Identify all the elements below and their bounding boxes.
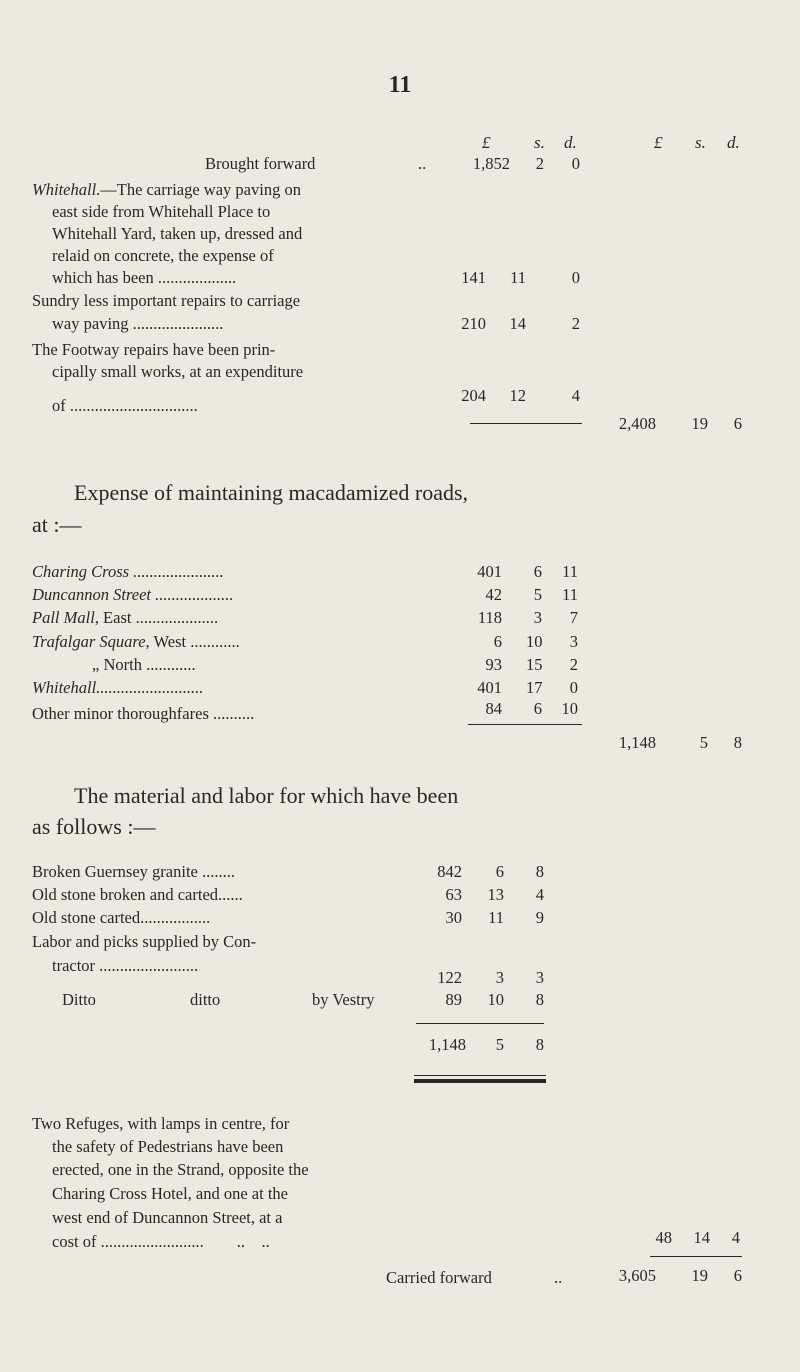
material-total-shillings: 5	[495, 1035, 504, 1054]
refuges-line-5: west end of Duncannon Street, at a	[52, 1208, 283, 1227]
subtotal-rule-1	[470, 423, 582, 424]
refuges-pence: 4	[731, 1228, 740, 1247]
brought-forward-pence: 0	[571, 154, 580, 173]
whitehall-paving-line-2: east side from Whitehall Place to	[52, 202, 271, 221]
whitehall-paving-pounds: 141	[461, 268, 486, 287]
whitehall-paving-line-4: relaid on concrete, the expense of	[52, 246, 274, 265]
macadam-row-label	[32, 608, 442, 628]
brought-forward-pounds: 1,852	[472, 154, 510, 173]
macadam-row-pence: 0	[569, 678, 578, 697]
material-row-pounds: 30	[445, 908, 462, 927]
street-suffix: , East ....................	[94, 608, 219, 627]
header-pence-inner: d.	[564, 133, 577, 152]
whitehall-paving-line-5: which has been ...................	[52, 268, 237, 287]
material-row-label: Old stone carted.................	[32, 908, 211, 927]
material-double-rule-top	[414, 1075, 546, 1076]
macadam-row-shillings: 15	[526, 655, 543, 674]
material-row-pence: 8	[535, 862, 544, 881]
footway-shillings: 12	[509, 386, 526, 405]
whitehall-paving-shillings: 11	[510, 268, 526, 287]
material-row-pence: 9	[535, 908, 544, 927]
footway-line-1: The Footway repairs have been prin-	[32, 340, 276, 359]
sundry-repairs-pence: 2	[571, 314, 580, 333]
macadam-row-label: Other minor thoroughfares ..........	[32, 704, 255, 723]
footway-pounds: 204	[461, 386, 486, 405]
carried-forward-label: Carried forward	[386, 1268, 492, 1287]
material-total-pounds: 1,148	[428, 1035, 466, 1054]
footway-line-2: cipally small works, at an expenditure	[52, 362, 304, 381]
street-suffix: , West ............	[145, 632, 240, 651]
macadam-row-pounds: 401	[477, 678, 502, 697]
macadam-row-label: „ North ............	[92, 655, 196, 674]
header-shillings-inner: s.	[534, 133, 545, 152]
header-pounds-outer: £	[654, 133, 663, 152]
material-row-label: Old stone broken and carted......	[32, 885, 243, 904]
macadam-row-shillings: 17	[526, 678, 543, 697]
macadam-total-shillings: 5	[699, 733, 708, 752]
sundry-repairs-pounds: 210	[461, 314, 486, 333]
refuges-shillings: 14	[693, 1228, 710, 1247]
page-number: 11	[388, 72, 412, 98]
macadam-row-pence: 11	[562, 562, 578, 581]
macadam-row-shillings: 5	[533, 585, 542, 604]
header-pounds-inner: £	[482, 133, 491, 152]
material-rule	[416, 1023, 544, 1024]
labor-line-2: tractor ........................	[52, 956, 199, 975]
brought-forward-dots: ..	[418, 154, 427, 173]
labor-pounds: 122	[437, 968, 462, 987]
macadam-row-label: Whitehall..........................	[32, 678, 204, 697]
ditto-word-2: ditto	[190, 990, 221, 1009]
whitehall-paving-line-1-lead: Whitehall	[32, 180, 97, 199]
subtotal-1-shillings: 19	[691, 414, 708, 433]
material-row-label: Broken Guernsey granite ........	[32, 862, 235, 881]
material-row-shillings: 6	[495, 862, 504, 881]
refuges-pounds: 48	[655, 1228, 672, 1247]
material-row-pence: 4	[535, 885, 544, 904]
macadam-row-pounds: 93	[485, 655, 502, 674]
header-pence-outer: d.	[727, 133, 740, 152]
sundry-repairs-shillings: 14	[509, 314, 526, 333]
macadam-row-pounds: 84	[485, 699, 502, 718]
material-double-rule-bottom	[414, 1079, 546, 1083]
carried-forward-pounds: 3,605	[618, 1266, 656, 1285]
sundry-repairs-line-2: way paving ......................	[52, 314, 224, 333]
labor-pence: 3	[535, 968, 544, 987]
labor-shillings: 3	[495, 968, 504, 987]
material-heading-line-1: The material and labor for which have been	[74, 783, 459, 808]
macadam-row-pence: 3	[569, 632, 578, 651]
labor-line-1: Labor and picks supplied by Con-	[32, 932, 257, 951]
refuges-line-3: erected, one in the Strand, opposite the	[52, 1160, 309, 1179]
macadam-row-label: Charing Cross ......................	[32, 562, 224, 581]
carried-forward-shillings: 19	[691, 1266, 708, 1285]
material-row-pounds: 63	[445, 885, 462, 904]
whitehall-paving-line	[32, 180, 301, 200]
street-name: Trafalgar Square	[32, 632, 146, 651]
street-name: Pall Mall	[32, 608, 95, 627]
macadam-row-pence: 10	[561, 699, 578, 718]
macadam-total-pence: 8	[733, 733, 742, 752]
macadam-row-pounds: 118	[477, 608, 502, 627]
ditto-by-vestry: by Vestry	[312, 990, 375, 1009]
brought-forward-label: Brought forward	[205, 154, 316, 173]
material-total-pence: 8	[535, 1035, 544, 1054]
material-row-shillings: 13	[487, 885, 504, 904]
footway-line-3: of ...............................	[52, 396, 198, 415]
carried-forward-pence: 6	[733, 1266, 742, 1285]
material-row-shillings: 11	[488, 908, 504, 927]
macadam-row-label: Duncannon Street ...................	[32, 585, 234, 604]
refuges-line-6: cost of ......................... .. ..	[52, 1232, 270, 1251]
carried-forward-dots: ..	[554, 1268, 563, 1287]
macadam-row-pounds: 6	[493, 632, 502, 651]
refuges-line-4: Charing Cross Hotel, and one at the	[52, 1184, 288, 1203]
ditto-shillings: 10	[487, 990, 504, 1009]
whitehall-paving-line-3: Whitehall Yard, taken up, dressed and	[52, 224, 303, 243]
material-row-pounds: 842	[437, 862, 462, 881]
macadam-row-shillings: 6	[533, 562, 542, 581]
macadam-heading-line-2: at :—	[32, 512, 82, 537]
macadam-total-pounds: 1,148	[618, 733, 656, 752]
header-shillings-outer: s.	[695, 133, 706, 152]
material-heading-line-2: as follows :—	[32, 814, 156, 839]
ditto-pence: 8	[535, 990, 544, 1009]
refuges-line-1: Two Refuges, with lamps in centre, for	[32, 1114, 290, 1133]
macadam-heading-line-1: Expense of maintaining macadamized roads,	[74, 480, 469, 505]
subtotal-1-pence: 6	[733, 414, 742, 433]
macadam-row-pence: 11	[562, 585, 578, 604]
macadam-row-shillings: 3	[533, 608, 542, 627]
macadam-row-shillings: 10	[526, 632, 543, 651]
ditto-word-1: Ditto	[62, 990, 96, 1009]
subtotal-1-pounds: 2,408	[618, 414, 656, 433]
macadam-row-pounds: 42	[485, 585, 502, 604]
macadam-row-shillings: 6	[533, 699, 542, 718]
whitehall-paving-line-1-rest: .—The carriage way paving on	[96, 180, 301, 199]
macadam-row-label	[32, 632, 442, 652]
macadam-row-pounds: 401	[477, 562, 502, 581]
ditto-pounds: 89	[445, 990, 462, 1009]
macadam-rule	[468, 724, 582, 725]
macadam-row-pence: 2	[569, 655, 578, 674]
whitehall-paving-pence: 0	[571, 268, 580, 287]
footway-pence: 4	[571, 386, 580, 405]
sundry-repairs-line-1: Sundry less important repairs to carriage	[32, 291, 301, 310]
refuges-rule	[650, 1256, 742, 1257]
brought-forward-shillings: 2	[535, 154, 544, 173]
refuges-line-2: the safety of Pedestrians have been	[52, 1137, 284, 1156]
macadam-row-pence: 7	[569, 608, 578, 627]
